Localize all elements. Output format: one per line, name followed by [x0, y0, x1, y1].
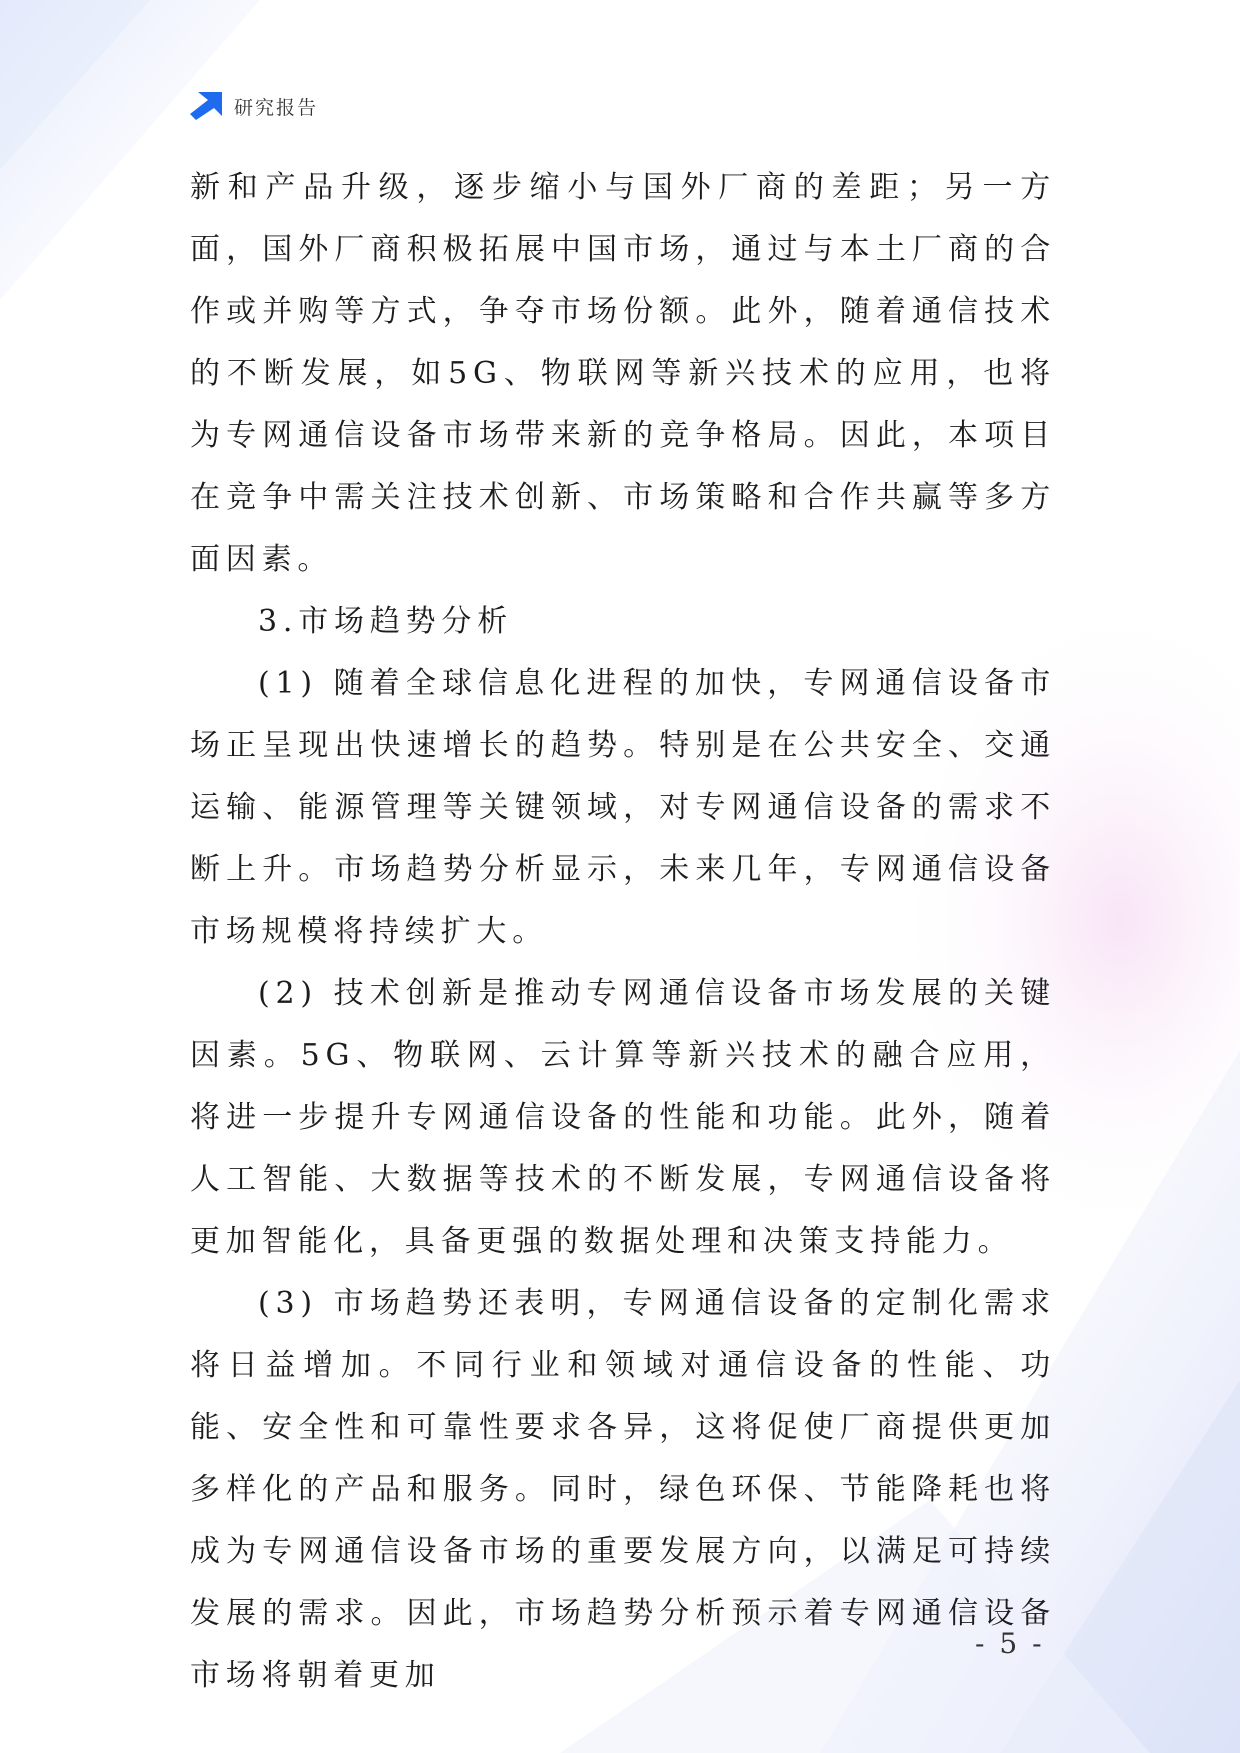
page-number: - 5 - — [975, 1627, 1045, 1660]
section-heading: 3.市场趋势分析 — [258, 604, 514, 639]
paragraph-trend-3: (3) 市场趋势还表明，专网通信设备的定制化需求将日益增加。不同行业和领域对通信设备的性能、功能、安全性和可靠性要求各异，这将促使厂商提供更加多样化的产品和服务。同时，绿色环保、节能降耗也将成为专网通信设备市场的重要发展方向，以满足可持续发展的需求。因此，市场趋势分析预示着专网通信设备市场将朝着更加 — [190, 1286, 1056, 1693]
arrow-up-right-icon — [188, 90, 224, 122]
paragraph-trend-2: (2) 技术创新是推动专网通信设备市场发展的关键因素。5G、物联网、云计算等新兴技术的融合应用，将进一步提升专网通信设备的性能和功能。此外，随着人工智能、大数据等技术的不断发展，专网通信设备将更加智能化，具备更强的数据处理和决策支持能力。 — [190, 976, 1056, 1259]
paragraph-trend-1: (1) 随着全球信息化进程的加快，专网通信设备市场正呈现出快速增长的趋势。特别是在公共安全、交通运输、能源管理等关键领域，对专网通信设备的需求不断上升。市场趋势分析显示，未来几年，专网通信设备市场规模将持续扩大。 — [190, 666, 1056, 949]
paragraph-continued: 新和产品升级，逐步缩小与国外厂商的差距；另一方面，国外厂商积极拓展中国市场，通过与本土厂商的合作或并购等方式，争夺市场份额。此外，随着通信技术的不断发展，如5G、物联网等新兴技术的应用，也将为专网通信设备市场带来新的竞争格局。因此，本项目在竞争中需关注技术创新、市场策略和合作共赢等多方面因素。 — [190, 170, 1056, 577]
header-label: 研究报告 — [234, 96, 319, 119]
report-header — [188, 88, 318, 124]
document-body — [190, 157, 1056, 1707]
